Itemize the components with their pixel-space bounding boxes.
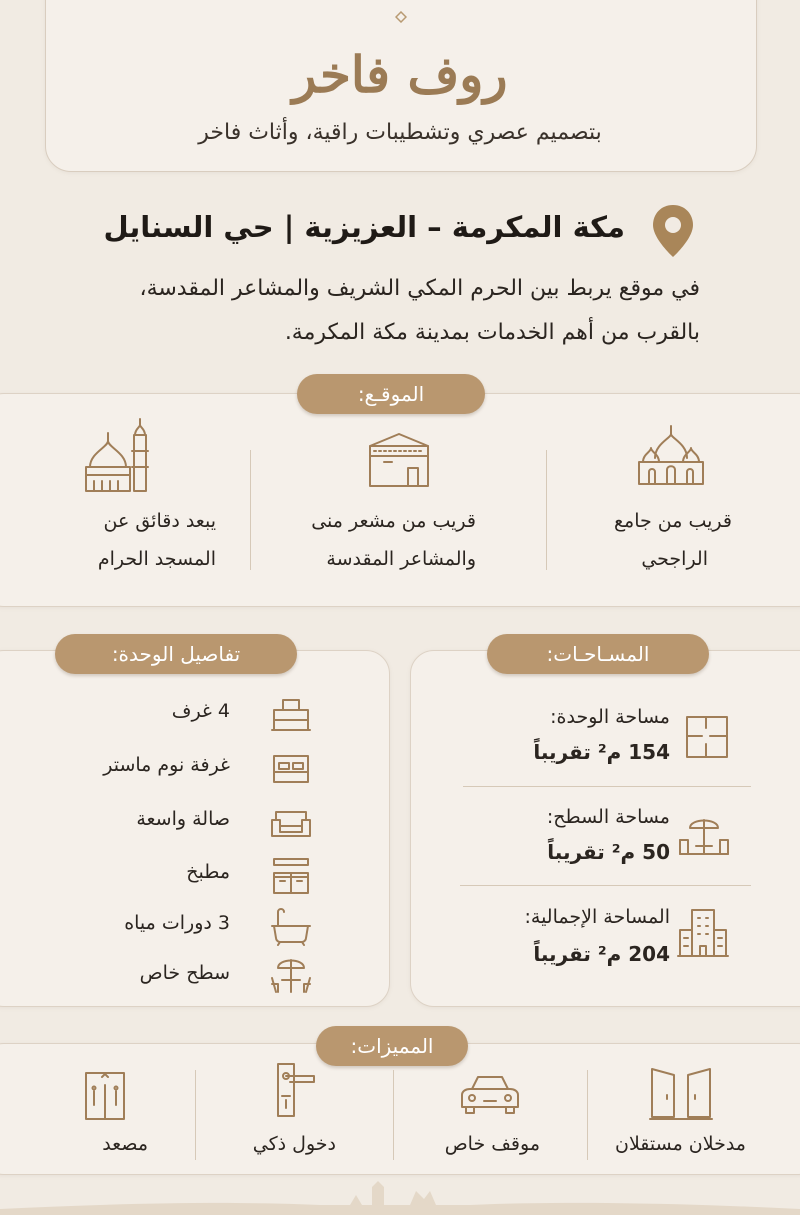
minaret-mosque-icon (82, 415, 158, 495)
unit-item-text: سطح خاص (139, 962, 230, 984)
area-unit (430, 700, 790, 780)
area-title: مساحة السطح: (546, 806, 670, 828)
page-title: روف فاخر (292, 45, 508, 104)
site-item-haram (30, 410, 230, 590)
bathtub-icon (270, 906, 312, 946)
feature-text: دخول ذكي (252, 1133, 336, 1155)
rooftop-umbrella-icon (676, 810, 732, 860)
unit-item (80, 906, 320, 946)
unit-item (80, 956, 320, 996)
site-item-line2: الراجحي (641, 548, 708, 570)
kitchen-icon (270, 855, 312, 895)
site-label: الموقـع: (297, 374, 485, 414)
unit-item-text: 4 غرف (171, 700, 230, 722)
car-icon (458, 1073, 522, 1117)
feature-text: مصعد (102, 1133, 148, 1155)
kaaba-icon (364, 430, 434, 490)
elevator-icon (82, 1069, 128, 1121)
location-heading: مكة المكرمة – العزيزية | حي السنايل (103, 210, 625, 244)
bed-icon (270, 752, 312, 786)
area-title: مساحة الوحدة: (550, 706, 670, 728)
feature-item (210, 1060, 380, 1165)
header-ornament-icon (395, 11, 407, 23)
unit-item-text: صالة واسعة (136, 808, 230, 830)
features-divider (587, 1070, 588, 1160)
feature-item (600, 1065, 760, 1165)
site-item-line1: قريب من مشعر منى (311, 510, 476, 532)
building-icon (676, 906, 730, 958)
features-divider (393, 1070, 394, 1160)
features-label: المميزات: (316, 1026, 468, 1066)
site-divider (250, 450, 251, 570)
smart-lock-icon (260, 1060, 320, 1120)
site-item-line2: والمشاعر المقدسة (326, 548, 476, 570)
room-icon (270, 696, 312, 732)
area-value: 204 م² تقريباً (533, 942, 670, 966)
sofa-icon (270, 806, 312, 840)
areas-label: المسـاحـات: (487, 634, 709, 674)
site-item-line2: المسجد الحرام (97, 548, 216, 570)
unit-item (80, 802, 320, 842)
area-total (430, 900, 790, 980)
feature-item (40, 1065, 190, 1165)
unit-label: تفاصيل الوحدة: (55, 634, 297, 674)
site-item-line1: يبعد دقائق عن (103, 510, 216, 532)
unit-item (80, 855, 320, 895)
area-value: 50 م² تقريباً (547, 840, 670, 864)
unit-item-text: 3 دورات مياه (124, 912, 230, 934)
area-title: المساحة الإجمالية: (524, 906, 670, 928)
location-pin-icon (650, 203, 696, 259)
page-subtitle: بتصميم عصري وتشطيبات راقية، وأثاث فاخر (198, 120, 602, 145)
location-desc-line2: بالقرب من أهم الخدمات بمدينة مكة المكرمة. (284, 320, 700, 345)
areas-divider (463, 786, 751, 787)
patio-table-icon (270, 952, 312, 996)
double-door-icon (648, 1065, 714, 1121)
unit-item-text: غرفة نوم ماستر (103, 754, 230, 776)
feature-item (410, 1065, 570, 1165)
feature-text: مدخلان مستقلان (615, 1133, 746, 1155)
areas-divider (460, 885, 751, 886)
skyline-decoration (0, 1175, 800, 1215)
unit-item-text: مطبخ (186, 861, 230, 883)
site-item-line1: قريب من جامع (613, 510, 732, 532)
floor-plan-icon (684, 714, 730, 760)
area-value: 154 م² تقريباً (533, 740, 670, 764)
unit-item (80, 748, 320, 788)
site-divider (546, 450, 547, 570)
mosque-dome-icon (635, 420, 707, 488)
site-item-mina (280, 420, 520, 590)
location-desc-line1: في موقع يربط بين الحرم المكي الشريف والمشاعر المقدسة، (139, 276, 700, 301)
features-divider (195, 1070, 196, 1160)
site-item-rajhi (560, 420, 780, 590)
unit-item (80, 694, 320, 734)
feature-text: موقف خاص (444, 1133, 540, 1155)
area-roof (430, 800, 790, 880)
